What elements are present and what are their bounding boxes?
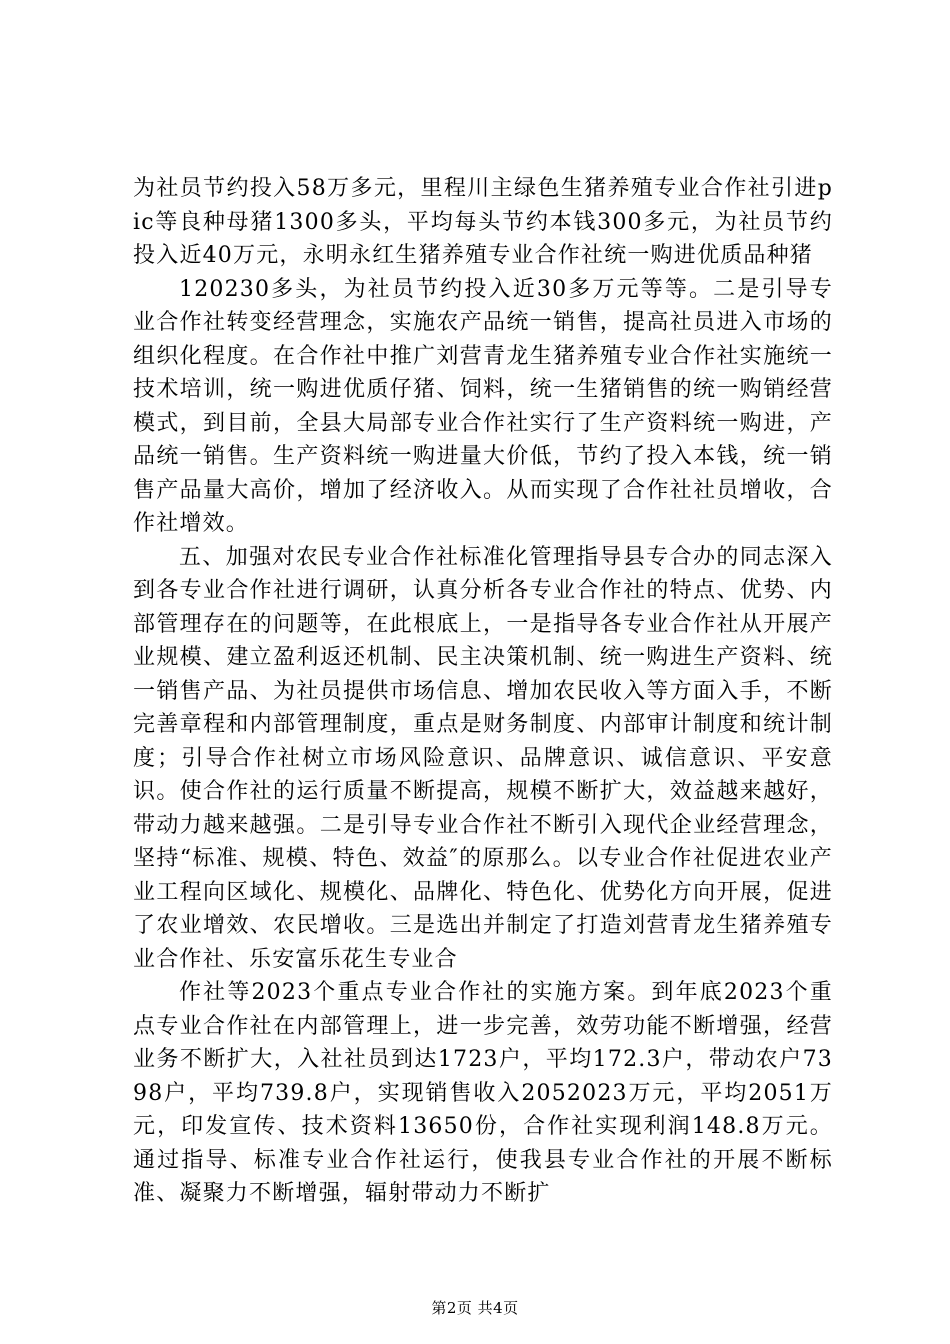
paragraph-3: 五、加强对农民专业合作社标准化管理指导县专合办的同志深入到各专业合作社进行调研，认真分析各专业合作社的特点、优势、内部管理存在的问题等，在此根底上，一是指导各专业合作社从开展产业规模、建立盈利返还机制、民主决策机制、统一购进生产资料、统一销售产品、为社员提供市场信息、增加农民收入等方面入手，不断完善章程和内部管理制度，重点是财务制度、内部审计制度和统计制度；引导合作社树立市场风险意识、品牌意识、诚信意识、平安意识。使合作社的运行质量不断提高，规模不断扩大，效益越来越好，带动力越来越强。二是引导专业合作社不断引入现代企业经营理念，坚持“标准、规模、特色、效益″的原那么。以专业合作社促进农业产业工程向区域化、规模化、品牌化、特色化、优势化方向开展，促进了农业增效、农民增收。三是选出并制定了打造刘营青龙生猪养殖专业合作社、乐安富乐花生专业合 — [133, 544, 833, 972]
paragraph-1: 为社员节约投入58万多元，里程川主绿色生猪养殖专业合作社引进pic等良种母猪1300多头，平均每头节约本钱300多元，为社员节约投入近40万元，永明永红生猪养殖专业合作社统一购进优质品种猪 — [133, 176, 833, 268]
page-footer: 第2页 共4页 — [431, 1299, 519, 1317]
paragraph-2: 120230多头，为社员节约投入近30多万元等等。二是引导专业合作社转变经营理念，实施农产品统一销售，提高社员进入市场的组织化程度。在合作社中推广刘营青龙生猪养殖专业合作社实施统一技术培训，统一购进优质仔猪、饲料，统一生猪销售的统一购销经营模式，到目前，全县大局部专业合作社实行了生产资料统一购进，产品统一销售。生产资料统一购进量大价低，节约了投入本钱，统一销售产品量大高价，增加了经济收入。从而实现了合作社社员增收，合作社增效。 — [133, 276, 833, 536]
paragraph-4: 作社等2023个重点专业合作社的实施方案。到年底2023个重点专业合作社在内部管理上，进一步完善，效劳功能不断增强，经营业务不断扩大，入社社员到达1723户，平均172.3户，带动农户7398户，平均739.8户，实现销售收入2052023万元，平均2051万元，印发宣传、技术资料13650份，合作社实现利润148.8万元。通过指导、标准专业合作社运行，使我县专业合作社的开展不断标准、凝聚力不断增强，辐射带动力不断扩 — [133, 980, 833, 1206]
document-body — [133, 172, 833, 1211]
